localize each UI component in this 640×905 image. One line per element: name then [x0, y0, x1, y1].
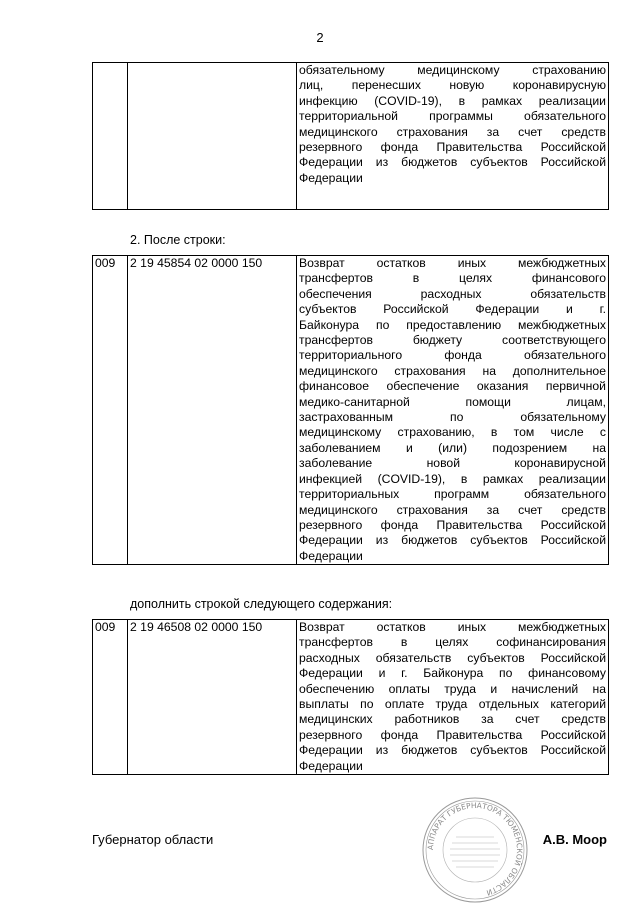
description-line: территориального фонда обязательного — [299, 348, 606, 363]
description-line: медико-санитарной помощи лицам, — [299, 394, 606, 409]
description-line: территориальных программ обязательного — [299, 487, 606, 502]
description-line: обязательному медицинскому страхованию — [299, 63, 606, 77]
description-cell — [297, 620, 609, 775]
description-line: Федерации — [299, 548, 363, 563]
description-line: расходных обязательств субъектов Российской — [299, 650, 606, 665]
description-line: Федерации из бюджетов субъектов Российской — [299, 155, 606, 170]
paragraph-add-row: дополнить строкой следующего содержания: — [130, 597, 393, 611]
description-line: субъектов Российской Федерации и г. — [299, 302, 606, 317]
description-line: медицинских работников за счет средств — [299, 712, 606, 727]
code-cell — [93, 63, 128, 210]
description-line: медицинского страхования на дополнительное — [299, 363, 606, 378]
description-line: Возврат остатков иных межбюджетных — [299, 256, 606, 270]
description-line: обеспечения расходных обязательств — [299, 286, 606, 301]
description-line: Федерации и г. Байконура по финансовому — [299, 666, 606, 681]
description-line: лиц, перенесших новую коронавирусную — [299, 78, 606, 93]
table-new-row — [92, 619, 609, 775]
description-line: трансфертов бюджету соответствующего — [299, 333, 606, 348]
description-line: медицинского страхования за счет средств — [299, 124, 606, 139]
description-line: территориальной программы обязательного — [299, 109, 606, 124]
description-line: инфекцией (COVID-19), в рамках реализации — [299, 471, 606, 486]
description-line: обеспечению оплаты труда и начислений на — [299, 681, 606, 696]
kbk-cell: 2 19 46508 02 0000 150 — [128, 620, 297, 775]
kbk-cell — [128, 63, 297, 210]
description-line: трансфертов в целях софинансирования — [299, 635, 606, 650]
signer-name: А.В. Моор — [542, 832, 607, 847]
description-line: резервного фонда Правительства Российской — [299, 517, 606, 532]
description-cell — [297, 256, 609, 565]
code-cell: 009 — [93, 620, 128, 775]
description-line: Федерации из бюджетов субъектов Российской — [299, 743, 606, 758]
table-row — [93, 63, 609, 210]
description-line: финансовое обеспечение оказания первичной — [299, 379, 606, 394]
official-seal — [420, 795, 530, 905]
table-existing-row — [92, 255, 609, 565]
signature-title: Губернатор области — [92, 832, 214, 847]
description-line: резервного фонда Правительства Российской — [299, 140, 606, 155]
table-row — [93, 256, 609, 565]
description-line: медицинского страхования за счет средств — [299, 502, 606, 517]
page-number: 2 — [316, 30, 324, 45]
code-cell: 009 — [93, 256, 128, 565]
description-line: Байконура по предоставлению межбюджетных — [299, 317, 606, 332]
description-line: выплаты по оплате труда отдельных категорий — [299, 697, 606, 712]
description-line: застрахованным по обязательному — [299, 410, 606, 425]
description-line: инфекцию (COVID-19), в рамках реализации — [299, 93, 606, 108]
paragraph-after-row: 2. После строки: — [130, 233, 226, 247]
description-line: Федерации — [299, 758, 363, 773]
description-line: трансфертов в целях финансового — [299, 271, 606, 286]
description-line: заболевание новой коронавирусной — [299, 456, 606, 471]
table-continuation — [92, 62, 609, 210]
description-line: Федерации — [299, 170, 363, 185]
seal-text: АППАРАТ ГУБЕРНАТОРА ТЮМЕНСКОЙ ОБЛАСТИ — [425, 800, 525, 898]
description-line: заболеванием и (или) подозрением на — [299, 440, 606, 455]
description-line: резервного фонда Правительства Российской — [299, 727, 606, 742]
description-cell — [297, 63, 609, 210]
description-line: медицинскому страхованию, в том числе с — [299, 425, 606, 440]
table-row — [93, 620, 609, 775]
kbk-cell: 2 19 45854 02 0000 150 — [128, 256, 297, 565]
description-line: Федерации из бюджетов субъектов Российской — [299, 533, 606, 548]
description-line: Возврат остатков иных межбюджетных — [299, 620, 606, 634]
